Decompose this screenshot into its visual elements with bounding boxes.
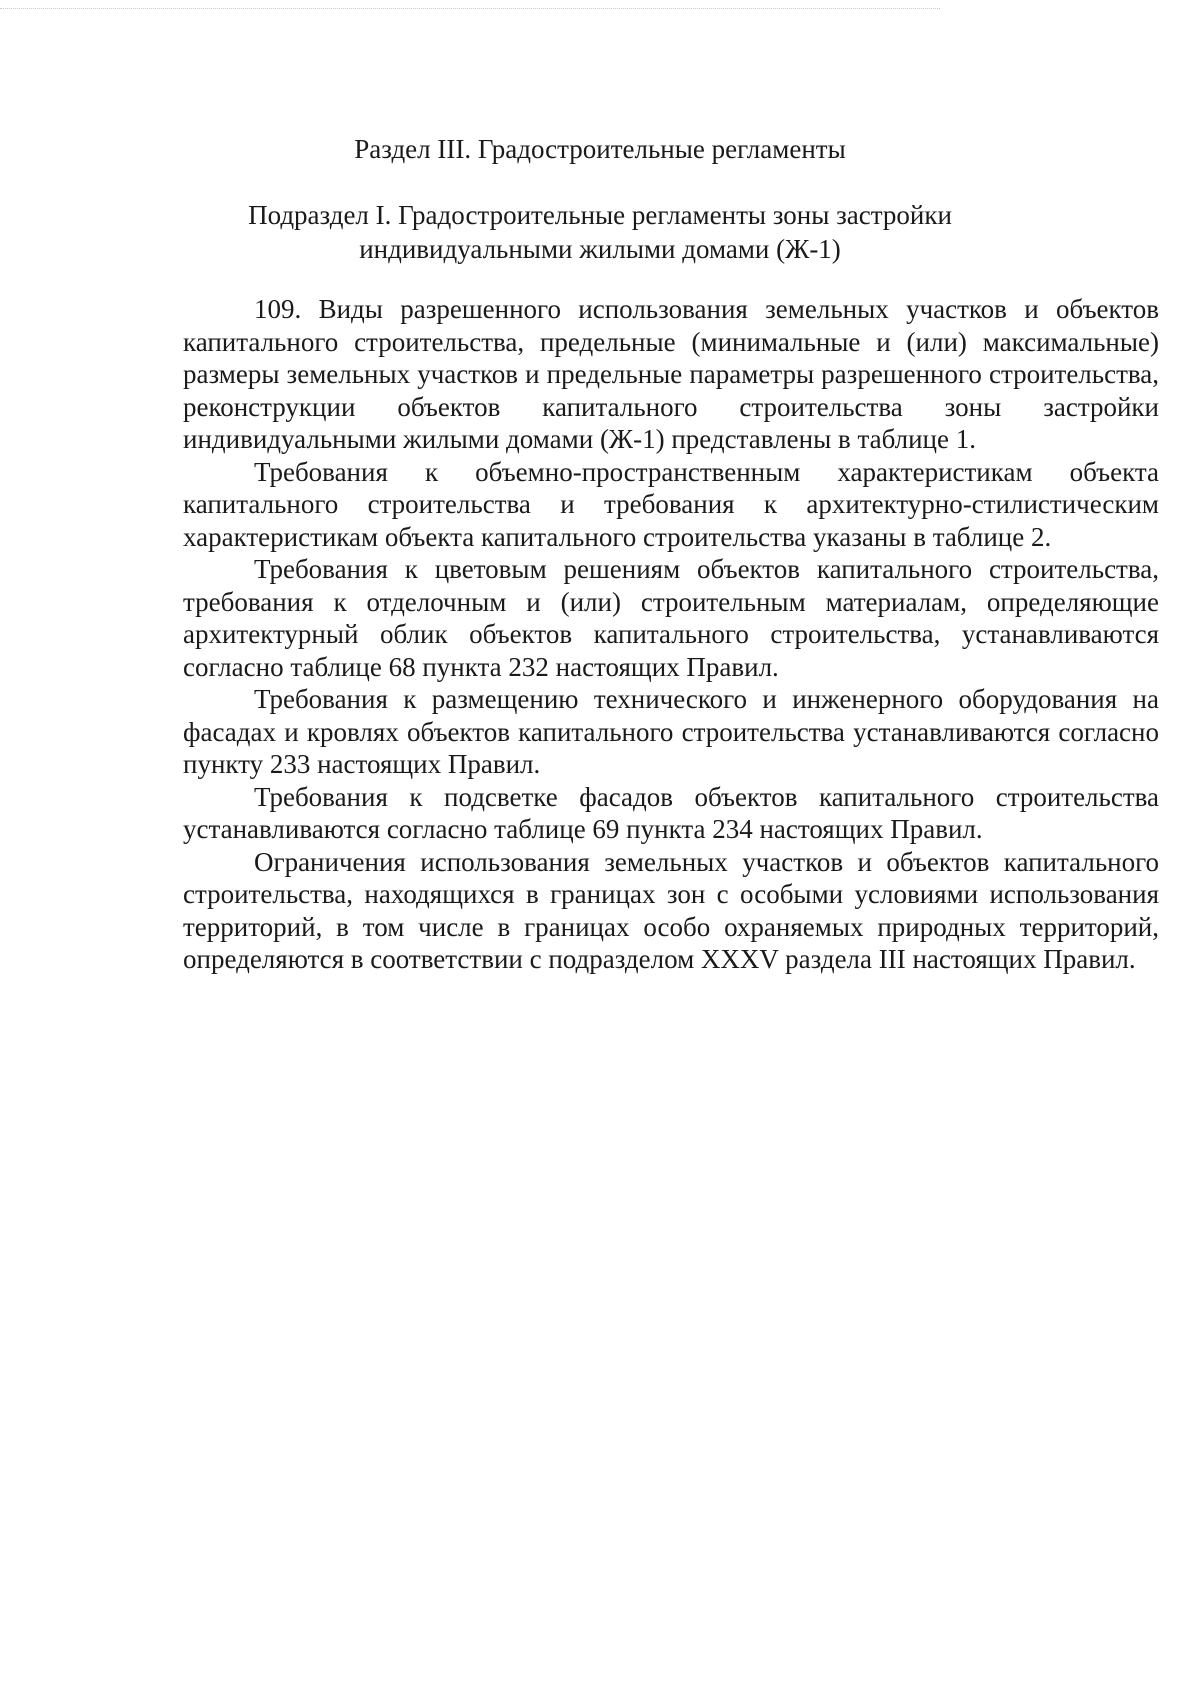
subsection-title-line-1: Подраздел I. Градостроительные регламенты зоны застройки (248, 200, 952, 230)
paragraph-facade-lighting-requirements: Требования к подсветке фасадов объектов капитального строительства устанавливаются согласно таблице 69 пункта 234 настоящих Правил. (183, 781, 1159, 844)
scan-edge-line (0, 8, 940, 9)
paragraph-land-use-restrictions: Ограничения использования земельных участков и объектов капитального строительства, находящихся в границах зон с особыми условиями использования территорий, в том числе в границах особо охраняемых природных территорий, определяются в соответствии с подразделом XXXV раздела III настоящих Правил. (183, 846, 1159, 974)
body-text (183, 293, 1159, 976)
paragraph-volume-spatial-requirements: Требования к объемно-пространственным характеристикам объекта капитального строительства и требования к архитектурно-стилистическим характеристикам объекта капитального строительства указаны в таблице 2. (183, 456, 1159, 552)
paragraph-equipment-placement-requirements: Требования к размещению технического и инженерного оборудования на фасадах и кровлях объектов капитального строительства устанавливаются согласно пункту 233 настоящих Правил. (183, 684, 1159, 779)
paragraph-color-material-requirements: Требования к цветовым решениям объектов капитального строительства, требования к отделочным и (или) строительным материалам, определяющие архитектурный облик объектов капитального строительства, устанавливаются согласно таблице 68 пункта 232 настоящих Правил. (183, 554, 1159, 682)
paragraph-109-permitted-uses: 109. Виды разрешенного использования земельных участков и объектов капитального строительства, предельные (минимальные и (или) максимальные) размеры земельных участков и предельные параметры разрешенного строительства, реконструкции объектов капитального строительства зоны застройки индивидуальными жилыми домами (Ж-1) представлены в таблице 1. (183, 294, 1159, 454)
subsection-title-line-2: индивидуальными жилыми домами (Ж-1) (359, 234, 841, 264)
section-title: Раздел III. Градостроительные регламенты (354, 134, 846, 164)
subsection-title (0, 198, 1200, 266)
